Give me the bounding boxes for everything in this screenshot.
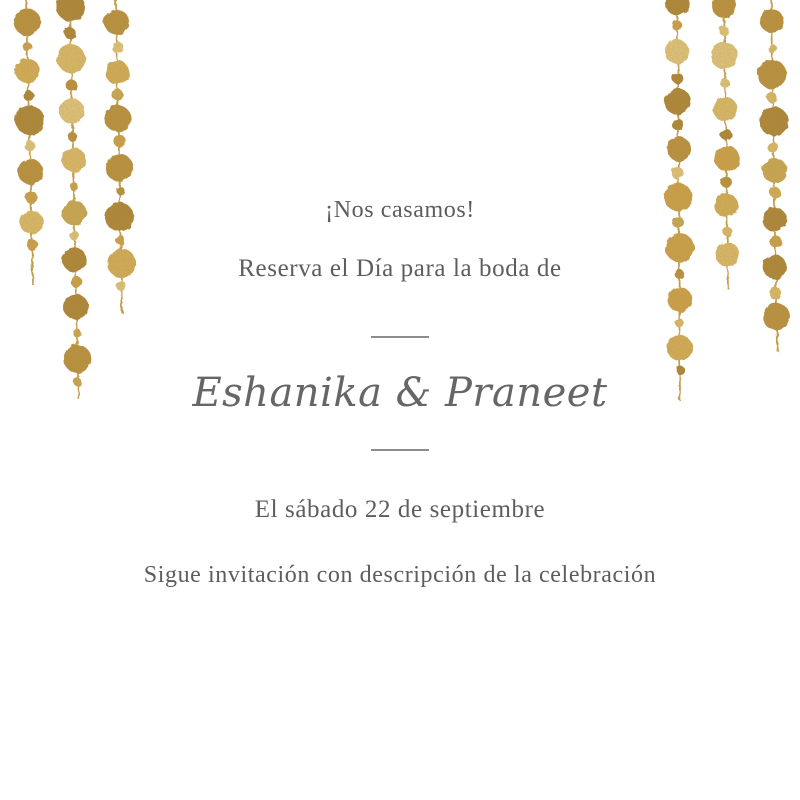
couple-names: Eshanika & Praneet: [192, 370, 608, 416]
note-text: Sigue invitación con descripción de la celebración: [143, 562, 657, 588]
date-text: El sábado 22 de septiembre: [254, 496, 546, 523]
bottom-divider-rule: [371, 449, 429, 451]
subtitle-text: Reserva el Día para la boda de: [238, 255, 562, 282]
top-divider-rule: [371, 336, 429, 338]
intro-text: ¡Nos casamos!: [325, 197, 475, 223]
